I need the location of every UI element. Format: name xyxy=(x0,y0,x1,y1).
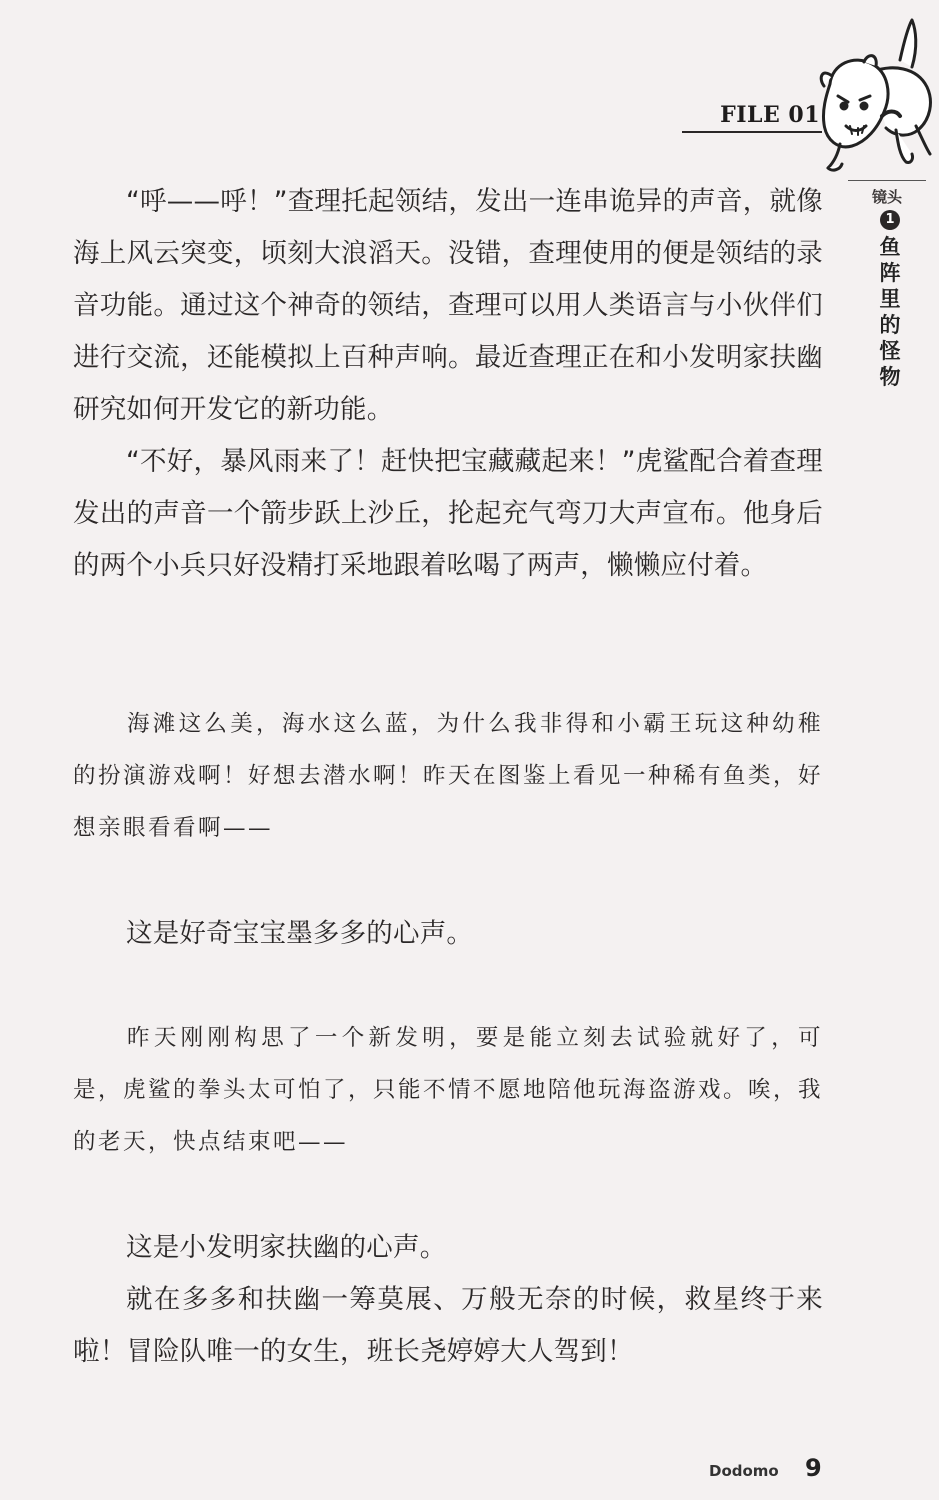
chapter-number-badge: 1 xyxy=(880,210,900,230)
page-number: 9 xyxy=(805,1454,822,1482)
footer-brand: Dodomo xyxy=(709,1462,779,1480)
paragraph: 这是小发明家扶幽的心声。 xyxy=(126,1232,447,1263)
side-label: 镜头 xyxy=(872,188,903,206)
file-label: FILE 01 xyxy=(720,102,820,128)
side-rule xyxy=(848,180,926,181)
paragraph: 这是好奇宝宝墨多多的心声。 xyxy=(126,918,474,949)
thought-paragraph: 昨天刚刚构思了一个新发明，要是能立刻去试验就好了，可是，虎鲨的拳头太可怕了，只能不情不愿地陪他玩海盗游戏。唉，我的老天，快点结束吧—— xyxy=(73,1025,824,1155)
thought-paragraph: 海滩这么美，海水这么蓝，为什么我非得和小霸王玩这种幼稚的扮演游戏啊！好想去潜水啊！昨天在图鉴上看见一种稀有鱼类，好想亲眼看看啊—— xyxy=(73,711,824,841)
header-rule xyxy=(682,131,822,133)
chapter-title: 鱼阵里的怪物 xyxy=(879,234,901,389)
paragraph: “不好，暴风雨来了！赶快把宝藏藏起来！”虎鲨配合着查理发出的声音一个箭步跃上沙丘，抡起充气弯刀大声宣布。他身后的两个小兵只好没精打采地跟着吆喝了两声，懒懒应付着。 xyxy=(73,446,823,581)
paragraph: “呼——呼！”查理托起领结，发出一连串诡异的声音，就像海上风云突变，顷刻大浪滔天。没错，查理使用的便是领结的录音功能。通过这个神奇的领结，查理可以用人类语言与小伙伴们进行交流，还能模拟上百种声响。最近查理正在和小发明家扶幽研究如何开发它的新功能。 xyxy=(73,186,823,425)
cartoon-dog-icon xyxy=(812,12,937,172)
paragraph: 就在多多和扶幽一筹莫展、万般无奈的时候，救星终于来啦！冒险队唯一的女生，班长尧婷婷大人驾到！ xyxy=(73,1284,823,1367)
